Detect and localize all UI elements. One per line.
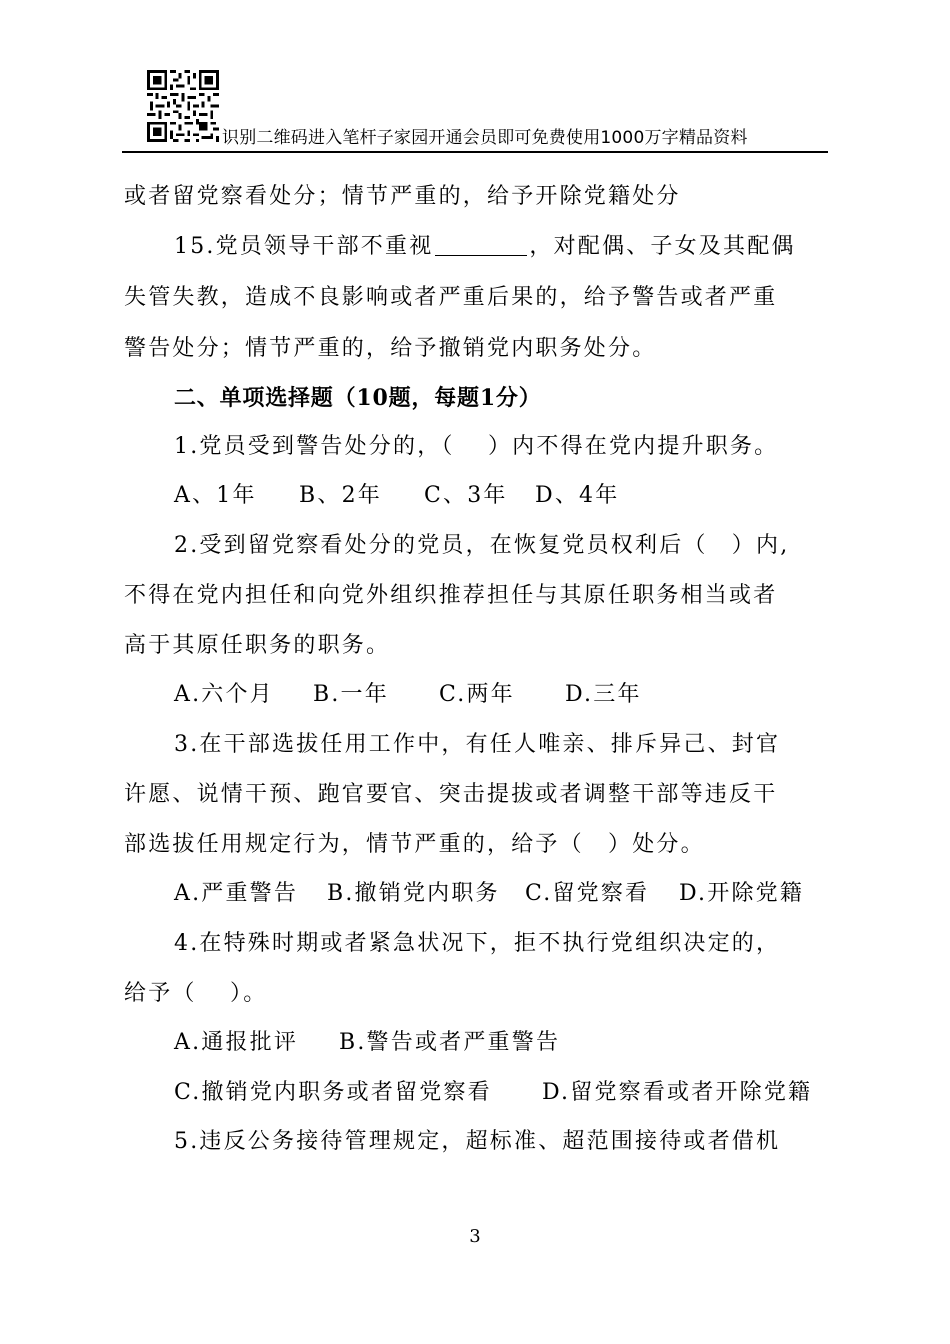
- text-line: 许愿、说情干预、跑官要官、突击提拔或者调整干部等违反干: [124, 782, 778, 807]
- text-line: 给予（ ）。: [124, 981, 268, 1006]
- question-15-line-1: [174, 232, 796, 262]
- question-4-options-row-2: [174, 1078, 812, 1108]
- option-c: C、3年: [424, 483, 508, 508]
- question-3-options: [174, 879, 804, 909]
- option-c: C.两年: [439, 682, 515, 707]
- text-line: 不得在党内担任和向党外组织推荐担任与其原任职务相当或者: [124, 583, 778, 608]
- question-2-line-1: 2.受到留党察看处分的党员，在恢复党员权利后（ ）内,: [174, 533, 790, 558]
- option-a: A、1年: [174, 483, 257, 508]
- fill-blank: [435, 233, 527, 256]
- question-1: 1.党员受到警告处分的，（ ）内不得在党内提升职务。: [174, 434, 779, 459]
- qr-code-icon: [147, 70, 219, 142]
- question-1-options: [174, 481, 619, 511]
- question-2-options: [174, 680, 642, 710]
- option-c: C.留党察看: [525, 881, 650, 906]
- option-b: B、2年: [299, 483, 382, 508]
- option-b: B.警告或者严重警告: [339, 1030, 561, 1055]
- option-d: D、4年: [535, 483, 620, 508]
- text-line: 或者留党察看处分；情节严重的，给予开除党籍处分: [124, 184, 681, 209]
- option-c: C.撤销党内职务或者留党察看: [174, 1080, 492, 1105]
- text-line: 警告处分；情节严重的，给予撤销党内职务处分。: [124, 336, 657, 361]
- header-promo-text: 识别二维码进入笔杆子家园开通会员即可免费使用1000万字精品资料: [222, 128, 748, 148]
- question-4-options-row-1: [174, 1028, 560, 1058]
- text-line: 高于其原任职务的职务。: [124, 633, 391, 658]
- section-heading: 二、单项选择题（10题，每题1分）: [174, 385, 542, 411]
- option-d: D.三年: [565, 682, 642, 707]
- option-a: A.严重警告: [174, 881, 299, 906]
- option-a: A.六个月: [174, 682, 274, 707]
- option-b: B.一年: [313, 682, 389, 707]
- page-number: 3: [469, 1226, 481, 1247]
- option-d: D.开除党籍: [679, 881, 805, 906]
- text-line: 失管失教，造成不良影响或者严重后果的，给予警告或者严重: [124, 285, 778, 310]
- question-5-line-1: 5.违反公务接待管理规定，超标准、超范围接待或者借机: [174, 1129, 781, 1154]
- question-3-line-1: 3.在干部选拔任用工作中，有任人唯亲、排斥异己、封官: [174, 732, 781, 757]
- option-a: A.通报批评: [174, 1030, 299, 1055]
- question-4-line-1: 4.在特殊时期或者紧急状况下，拒不执行党组织决定的，: [174, 931, 781, 956]
- question-15-suffix: ，对配偶、子女及其配偶: [529, 234, 796, 259]
- text-line: 部选拔任用规定行为，情节严重的，给予（ ）处分。: [124, 832, 705, 857]
- option-d: D.留党察看或者开除党籍: [542, 1080, 813, 1105]
- header-divider: [122, 151, 828, 153]
- question-15-prefix: 15.党员领导干部不重视: [174, 234, 434, 259]
- option-b: B.撤销党内职务: [327, 881, 500, 906]
